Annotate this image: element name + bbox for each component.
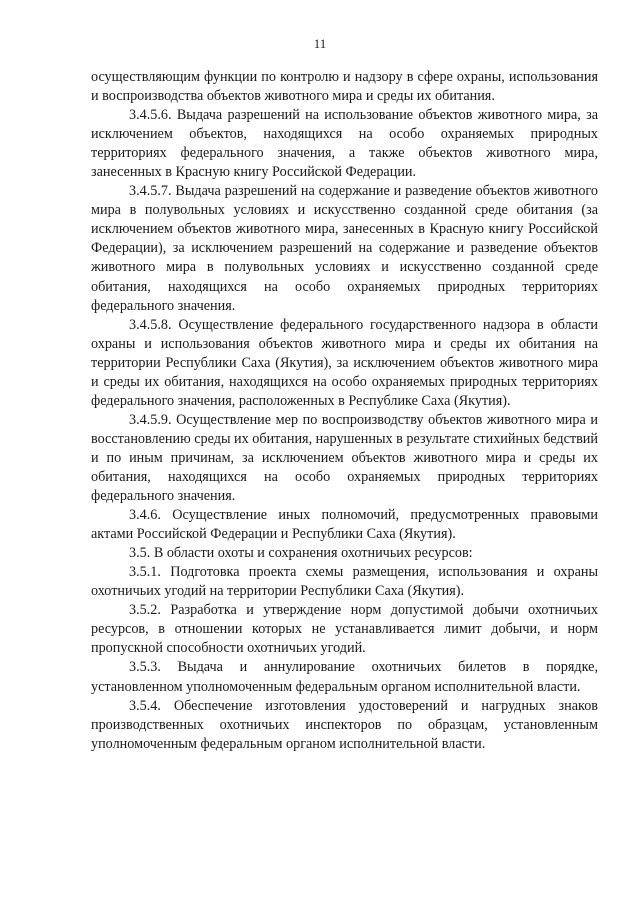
paragraph-3-5-2: 3.5.2. Разработка и утверждение норм допустимой добычи охотничьих ресурсов, в отношении которых не устанавливается лимит добычи, и норм пропускной способности охотничьих угодий. [91, 602, 598, 657]
paragraph-3-5-3: 3.5.3. Выдача и аннулирование охотничьих билетов в порядке, установленном уполномоченным федеральным органом исполнительной власти. [91, 659, 598, 695]
paragraph-3-5: 3.5. В области охоты и сохранения охотничьих ресурсов: [129, 545, 473, 562]
paragraph-3-4-5-9: 3.4.5.9. Осуществление мер по воспроизводству объектов животного мира и восстановлению среды их обитания, нарушенных в результате стихийных бедствий и по иным причинам, за исключением объектов животного мира и среды их обитания, находящихся на особо охраняемых природных территориях федерального значения. [91, 411, 598, 505]
document-body [91, 68, 598, 754]
paragraph-3-4-5-6: 3.4.5.6. Выдача разрешений на использование объектов животного мира, за исключением объектов, находящихся на особо охраняемых природных территориях федерального значения, а также объектов животного мира, занесенных в Красную книгу Российской Федерации. [91, 107, 598, 181]
paragraph-3-4-5-7: 3.4.5.7. Выдача разрешений на содержание и разведение объектов животного мира в полувольных условиях и искусственно созданной среде обитания (за исключением объектов животного мира, занесенных в Красную книгу Российской Федерации), за исключением разрешений на содержание и разведение объектов животного мира в полувольных условиях и искусственно созданной среде обитания, находящихся на особо охраняемых природных территориях федерального значения. [91, 183, 598, 314]
paragraph-continuation: осуществляющим функции по контролю и надзору в сфере охраны, использования и воспроизводства объектов животного мира и среды их обитания. [91, 69, 598, 105]
paragraph-3-4-5-8: 3.4.5.8. Осуществление федерального государственного надзора в области охраны и использования объектов животного мира и среды их обитания на территории Республики Саха (Якутия), за исключением объектов животного мира и среды их обитания, находящихся на особо охраняемых природных территориях федерального значения, расположенных в Республике Саха (Якутия). [91, 316, 598, 409]
paragraph-3-5-4: 3.5.4. Обеспечение изготовления удостоверений и нагрудных знаков производственных охотничьих инспекторов по образцам, установленным уполномоченным федеральным органом исполнительной власти. [91, 697, 598, 752]
paragraph-3-5-1: 3.5.1. Подготовка проекта схемы размещения, использования и охраны охотничьих угодий на территории Республики Саха (Якутия). [91, 564, 598, 600]
paragraph-3-4-6: 3.4.6. Осуществление иных полномочий, предусмотренных правовыми актами Российской Федерации и Республики Саха (Якутия). [91, 507, 598, 543]
page-number: 11 [313, 36, 327, 51]
